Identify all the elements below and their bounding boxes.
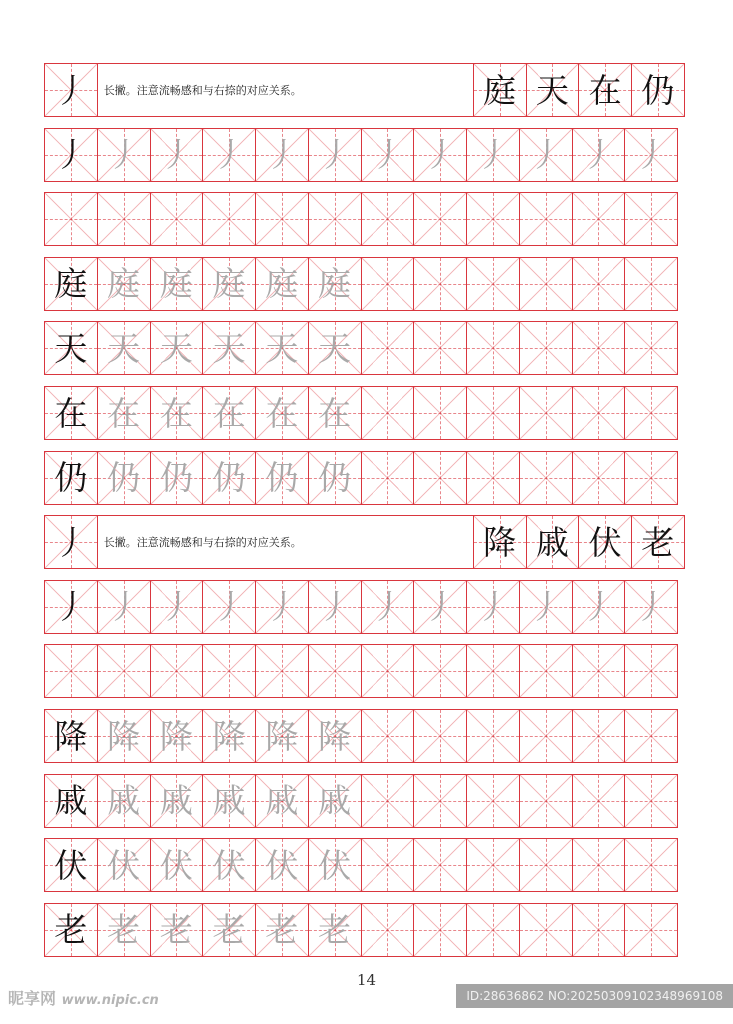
image-id-banner: ID:28636862 NO:20250309102348969108 bbox=[456, 984, 733, 1008]
trace-character: 天 bbox=[107, 328, 141, 368]
grid-cell bbox=[308, 903, 362, 957]
model-character: 戚 bbox=[535, 522, 569, 562]
stroke-description: 长撇。注意流畅感和与右捺的对应关系。 bbox=[97, 63, 474, 117]
grid-cell bbox=[202, 580, 256, 634]
grid-cell bbox=[97, 321, 151, 375]
grid-cell bbox=[361, 903, 415, 957]
trace-character: 仍 bbox=[265, 458, 299, 498]
grid-cell bbox=[624, 644, 678, 698]
grid-cell bbox=[624, 386, 678, 440]
trace-character: 老 bbox=[107, 910, 141, 950]
trace-character: 丿 bbox=[529, 587, 563, 627]
practice-row bbox=[44, 644, 689, 698]
grid-cell bbox=[202, 903, 256, 957]
grid-cell bbox=[519, 774, 573, 828]
grid-cell bbox=[466, 709, 520, 763]
model-character: 老 bbox=[641, 522, 675, 562]
practice-row bbox=[44, 128, 689, 182]
grid-cell bbox=[466, 644, 520, 698]
trace-character: 在 bbox=[318, 393, 352, 433]
grid-cell bbox=[466, 257, 520, 311]
grid-cell bbox=[572, 580, 626, 634]
grid-cell bbox=[150, 128, 204, 182]
grid-cell bbox=[361, 580, 415, 634]
practice-row bbox=[44, 257, 689, 311]
trace-character: 戚 bbox=[265, 781, 299, 821]
grid-cell bbox=[97, 386, 151, 440]
grid-cell bbox=[572, 386, 626, 440]
grid-cell bbox=[308, 644, 362, 698]
trace-character: 丿 bbox=[318, 135, 352, 175]
grid-cell bbox=[361, 321, 415, 375]
grid-cell bbox=[255, 257, 309, 311]
trace-character: 天 bbox=[159, 328, 193, 368]
trace-character: 戚 bbox=[318, 781, 352, 821]
trace-character: 降 bbox=[107, 716, 141, 756]
grid-cell bbox=[44, 128, 98, 182]
trace-character: 丿 bbox=[265, 587, 299, 627]
trace-character: 丿 bbox=[159, 587, 193, 627]
trace-character: 降 bbox=[212, 716, 246, 756]
trace-character: 天 bbox=[212, 328, 246, 368]
grid-cell bbox=[150, 774, 204, 828]
grid-cell bbox=[572, 903, 626, 957]
model-character: 在 bbox=[54, 393, 88, 433]
model-character: 丿 bbox=[54, 135, 88, 175]
trace-character: 戚 bbox=[107, 781, 141, 821]
grid-cell bbox=[624, 774, 678, 828]
grid-cell bbox=[308, 451, 362, 505]
grid-cell bbox=[413, 192, 467, 246]
model-character: 天 bbox=[54, 328, 88, 368]
grid-cell bbox=[97, 128, 151, 182]
grid-cell bbox=[150, 580, 204, 634]
example-character-cell bbox=[631, 63, 685, 117]
grid-cell bbox=[624, 257, 678, 311]
grid-cell bbox=[44, 709, 98, 763]
trace-character: 天 bbox=[265, 328, 299, 368]
grid-cell bbox=[150, 838, 204, 892]
grid-cell bbox=[519, 644, 573, 698]
grid-cell bbox=[308, 386, 362, 440]
trace-character: 戚 bbox=[159, 781, 193, 821]
model-character: 丿 bbox=[54, 522, 88, 562]
grid-cell bbox=[255, 774, 309, 828]
model-character: 在 bbox=[588, 70, 622, 110]
grid-cell bbox=[44, 774, 98, 828]
grid-cell bbox=[466, 838, 520, 892]
grid-cell bbox=[624, 580, 678, 634]
trace-character: 丿 bbox=[476, 135, 510, 175]
grid-cell bbox=[97, 451, 151, 505]
site-url: www.nipic.cn bbox=[61, 993, 159, 1008]
grid-cell bbox=[44, 644, 98, 698]
grid-cell bbox=[361, 709, 415, 763]
grid-cell bbox=[97, 192, 151, 246]
grid-cell bbox=[44, 451, 98, 505]
trace-character: 丿 bbox=[107, 587, 141, 627]
grid-cell bbox=[255, 192, 309, 246]
grid-cell bbox=[624, 709, 678, 763]
trace-character: 庭 bbox=[212, 264, 246, 304]
grid-cell bbox=[572, 128, 626, 182]
trace-character: 伏 bbox=[265, 845, 299, 885]
grid-cell bbox=[44, 257, 98, 311]
grid-cell bbox=[255, 128, 309, 182]
grid-cell bbox=[150, 257, 204, 311]
example-character-cell bbox=[631, 515, 685, 569]
grid-cell bbox=[44, 838, 98, 892]
trace-character: 丿 bbox=[318, 587, 352, 627]
practice-row bbox=[44, 709, 689, 763]
trace-character: 丿 bbox=[476, 587, 510, 627]
trace-character: 丿 bbox=[212, 587, 246, 627]
stroke-header-row bbox=[44, 63, 689, 117]
grid-cell bbox=[519, 386, 573, 440]
grid-cell bbox=[255, 709, 309, 763]
grid-cell bbox=[572, 321, 626, 375]
grid-cell bbox=[202, 128, 256, 182]
grid-cell bbox=[572, 644, 626, 698]
grid-cell bbox=[519, 838, 573, 892]
grid-cell bbox=[572, 192, 626, 246]
grid-cell bbox=[624, 838, 678, 892]
practice-row bbox=[44, 386, 689, 440]
stroke-cell bbox=[44, 63, 98, 117]
trace-character: 老 bbox=[265, 910, 299, 950]
grid-cell bbox=[519, 128, 573, 182]
grid-cell bbox=[255, 903, 309, 957]
trace-character: 丿 bbox=[265, 135, 299, 175]
grid-cell bbox=[308, 321, 362, 375]
grid-cell bbox=[97, 580, 151, 634]
grid-cell bbox=[202, 386, 256, 440]
example-character-cell bbox=[526, 63, 580, 117]
stroke-description: 长撇。注意流畅感和与右捺的对应关系。 bbox=[97, 515, 474, 569]
grid-cell bbox=[519, 709, 573, 763]
grid-cell bbox=[624, 321, 678, 375]
grid-cell bbox=[624, 903, 678, 957]
trace-character: 仍 bbox=[159, 458, 193, 498]
grid-cell bbox=[361, 386, 415, 440]
grid-cell bbox=[44, 321, 98, 375]
grid-cell bbox=[255, 451, 309, 505]
model-character: 仍 bbox=[54, 458, 88, 498]
grid-cell bbox=[150, 321, 204, 375]
model-character: 降 bbox=[54, 716, 88, 756]
grid-cell bbox=[308, 709, 362, 763]
site-watermark bbox=[8, 986, 159, 1009]
trace-character: 降 bbox=[265, 716, 299, 756]
model-character: 降 bbox=[483, 522, 517, 562]
trace-character: 丿 bbox=[581, 135, 615, 175]
trace-character: 降 bbox=[159, 716, 193, 756]
grid-cell bbox=[308, 838, 362, 892]
grid-cell bbox=[466, 192, 520, 246]
grid-cell bbox=[97, 257, 151, 311]
grid-cell bbox=[202, 774, 256, 828]
practice-row bbox=[44, 903, 689, 957]
example-character-cell bbox=[473, 63, 527, 117]
trace-character: 伏 bbox=[159, 845, 193, 885]
grid-cell bbox=[202, 451, 256, 505]
model-character: 老 bbox=[54, 910, 88, 950]
model-character: 戚 bbox=[54, 781, 88, 821]
trace-character: 庭 bbox=[318, 264, 352, 304]
trace-character: 丿 bbox=[423, 587, 457, 627]
grid-cell bbox=[308, 774, 362, 828]
grid-cell bbox=[150, 386, 204, 440]
example-character-cell bbox=[578, 515, 632, 569]
page-number: 14 bbox=[356, 971, 377, 989]
grid-cell bbox=[255, 580, 309, 634]
grid-cell bbox=[519, 580, 573, 634]
trace-character: 伏 bbox=[212, 845, 246, 885]
practice-row bbox=[44, 192, 689, 246]
grid-cell bbox=[572, 451, 626, 505]
grid-cell bbox=[150, 192, 204, 246]
grid-cell bbox=[413, 774, 467, 828]
model-character: 伏 bbox=[588, 522, 622, 562]
trace-character: 伏 bbox=[107, 845, 141, 885]
trace-character: 仍 bbox=[318, 458, 352, 498]
grid-cell bbox=[413, 257, 467, 311]
trace-character: 仍 bbox=[107, 458, 141, 498]
grid-cell bbox=[308, 128, 362, 182]
trace-character: 老 bbox=[212, 910, 246, 950]
grid-cell bbox=[466, 580, 520, 634]
trace-character: 庭 bbox=[265, 264, 299, 304]
grid-cell bbox=[413, 580, 467, 634]
grid-cell bbox=[361, 192, 415, 246]
grid-cell bbox=[202, 192, 256, 246]
trace-character: 丿 bbox=[107, 135, 141, 175]
trace-character: 戚 bbox=[212, 781, 246, 821]
model-character: 丿 bbox=[54, 587, 88, 627]
stroke-header-row bbox=[44, 515, 689, 569]
grid-cell bbox=[44, 386, 98, 440]
trace-character: 丿 bbox=[423, 135, 457, 175]
grid-cell bbox=[466, 451, 520, 505]
grid-cell bbox=[150, 451, 204, 505]
grid-cell bbox=[97, 903, 151, 957]
grid-cell bbox=[44, 192, 98, 246]
grid-cell bbox=[466, 386, 520, 440]
grid-cell bbox=[150, 903, 204, 957]
grid-cell bbox=[255, 321, 309, 375]
example-character-cell bbox=[526, 515, 580, 569]
practice-row bbox=[44, 580, 689, 634]
grid-cell bbox=[624, 192, 678, 246]
grid-cell bbox=[361, 774, 415, 828]
model-character: 丿 bbox=[54, 70, 88, 110]
grid-cell bbox=[255, 386, 309, 440]
grid-cell bbox=[44, 580, 98, 634]
grid-cell bbox=[413, 128, 467, 182]
grid-cell bbox=[413, 709, 467, 763]
grid-cell bbox=[572, 709, 626, 763]
trace-character: 庭 bbox=[107, 264, 141, 304]
model-character: 仍 bbox=[641, 70, 675, 110]
trace-character: 丿 bbox=[159, 135, 193, 175]
trace-character: 在 bbox=[265, 393, 299, 433]
trace-character: 老 bbox=[159, 910, 193, 950]
grid-cell bbox=[255, 644, 309, 698]
grid-cell bbox=[572, 838, 626, 892]
practice-row bbox=[44, 451, 689, 505]
trace-character: 在 bbox=[159, 393, 193, 433]
model-character: 伏 bbox=[54, 845, 88, 885]
example-character-cell bbox=[473, 515, 527, 569]
grid-cell bbox=[202, 644, 256, 698]
trace-character: 丿 bbox=[529, 135, 563, 175]
grid-cell bbox=[413, 903, 467, 957]
model-character: 庭 bbox=[54, 264, 88, 304]
grid-cell bbox=[466, 774, 520, 828]
trace-character: 丿 bbox=[212, 135, 246, 175]
grid-cell bbox=[202, 838, 256, 892]
trace-character: 丿 bbox=[370, 587, 404, 627]
grid-cell bbox=[308, 192, 362, 246]
grid-cell bbox=[97, 838, 151, 892]
practice-row bbox=[44, 774, 689, 828]
model-character: 庭 bbox=[483, 70, 517, 110]
practice-row bbox=[44, 321, 689, 375]
site-name: 昵享网 bbox=[8, 989, 57, 1008]
grid-cell bbox=[519, 192, 573, 246]
grid-cell bbox=[97, 644, 151, 698]
trace-character: 在 bbox=[212, 393, 246, 433]
grid-cell bbox=[361, 257, 415, 311]
trace-character: 伏 bbox=[318, 845, 352, 885]
example-character-cell bbox=[578, 63, 632, 117]
grid-cell bbox=[150, 644, 204, 698]
grid-cell bbox=[150, 709, 204, 763]
grid-cell bbox=[97, 709, 151, 763]
grid-cell bbox=[624, 451, 678, 505]
trace-character: 老 bbox=[318, 910, 352, 950]
grid-cell bbox=[308, 580, 362, 634]
model-character: 天 bbox=[535, 70, 569, 110]
grid-cell bbox=[361, 644, 415, 698]
trace-character: 天 bbox=[318, 328, 352, 368]
trace-character: 降 bbox=[318, 716, 352, 756]
grid-cell bbox=[572, 774, 626, 828]
grid-cell bbox=[466, 128, 520, 182]
grid-cell bbox=[413, 644, 467, 698]
practice-row bbox=[44, 838, 689, 892]
trace-character: 丿 bbox=[634, 587, 668, 627]
grid-cell bbox=[413, 838, 467, 892]
grid-cell bbox=[572, 257, 626, 311]
trace-character: 丿 bbox=[370, 135, 404, 175]
grid-cell bbox=[308, 257, 362, 311]
trace-character: 在 bbox=[107, 393, 141, 433]
trace-character: 仍 bbox=[212, 458, 246, 498]
grid-cell bbox=[255, 838, 309, 892]
stroke-cell bbox=[44, 515, 98, 569]
grid-cell bbox=[361, 451, 415, 505]
grid-cell bbox=[466, 321, 520, 375]
grid-cell bbox=[413, 451, 467, 505]
grid-cell bbox=[519, 257, 573, 311]
grid-cell bbox=[519, 451, 573, 505]
grid-cell bbox=[466, 903, 520, 957]
grid-cell bbox=[361, 838, 415, 892]
grid-cell bbox=[624, 128, 678, 182]
grid-cell bbox=[202, 321, 256, 375]
grid-cell bbox=[361, 128, 415, 182]
grid-cell bbox=[413, 386, 467, 440]
grid-cell bbox=[44, 903, 98, 957]
trace-character: 丿 bbox=[581, 587, 615, 627]
grid-cell bbox=[97, 774, 151, 828]
grid-cell bbox=[202, 257, 256, 311]
grid-cell bbox=[519, 321, 573, 375]
trace-character: 庭 bbox=[159, 264, 193, 304]
grid-cell bbox=[202, 709, 256, 763]
trace-character: 丿 bbox=[634, 135, 668, 175]
grid-cell bbox=[519, 903, 573, 957]
grid-cell bbox=[413, 321, 467, 375]
